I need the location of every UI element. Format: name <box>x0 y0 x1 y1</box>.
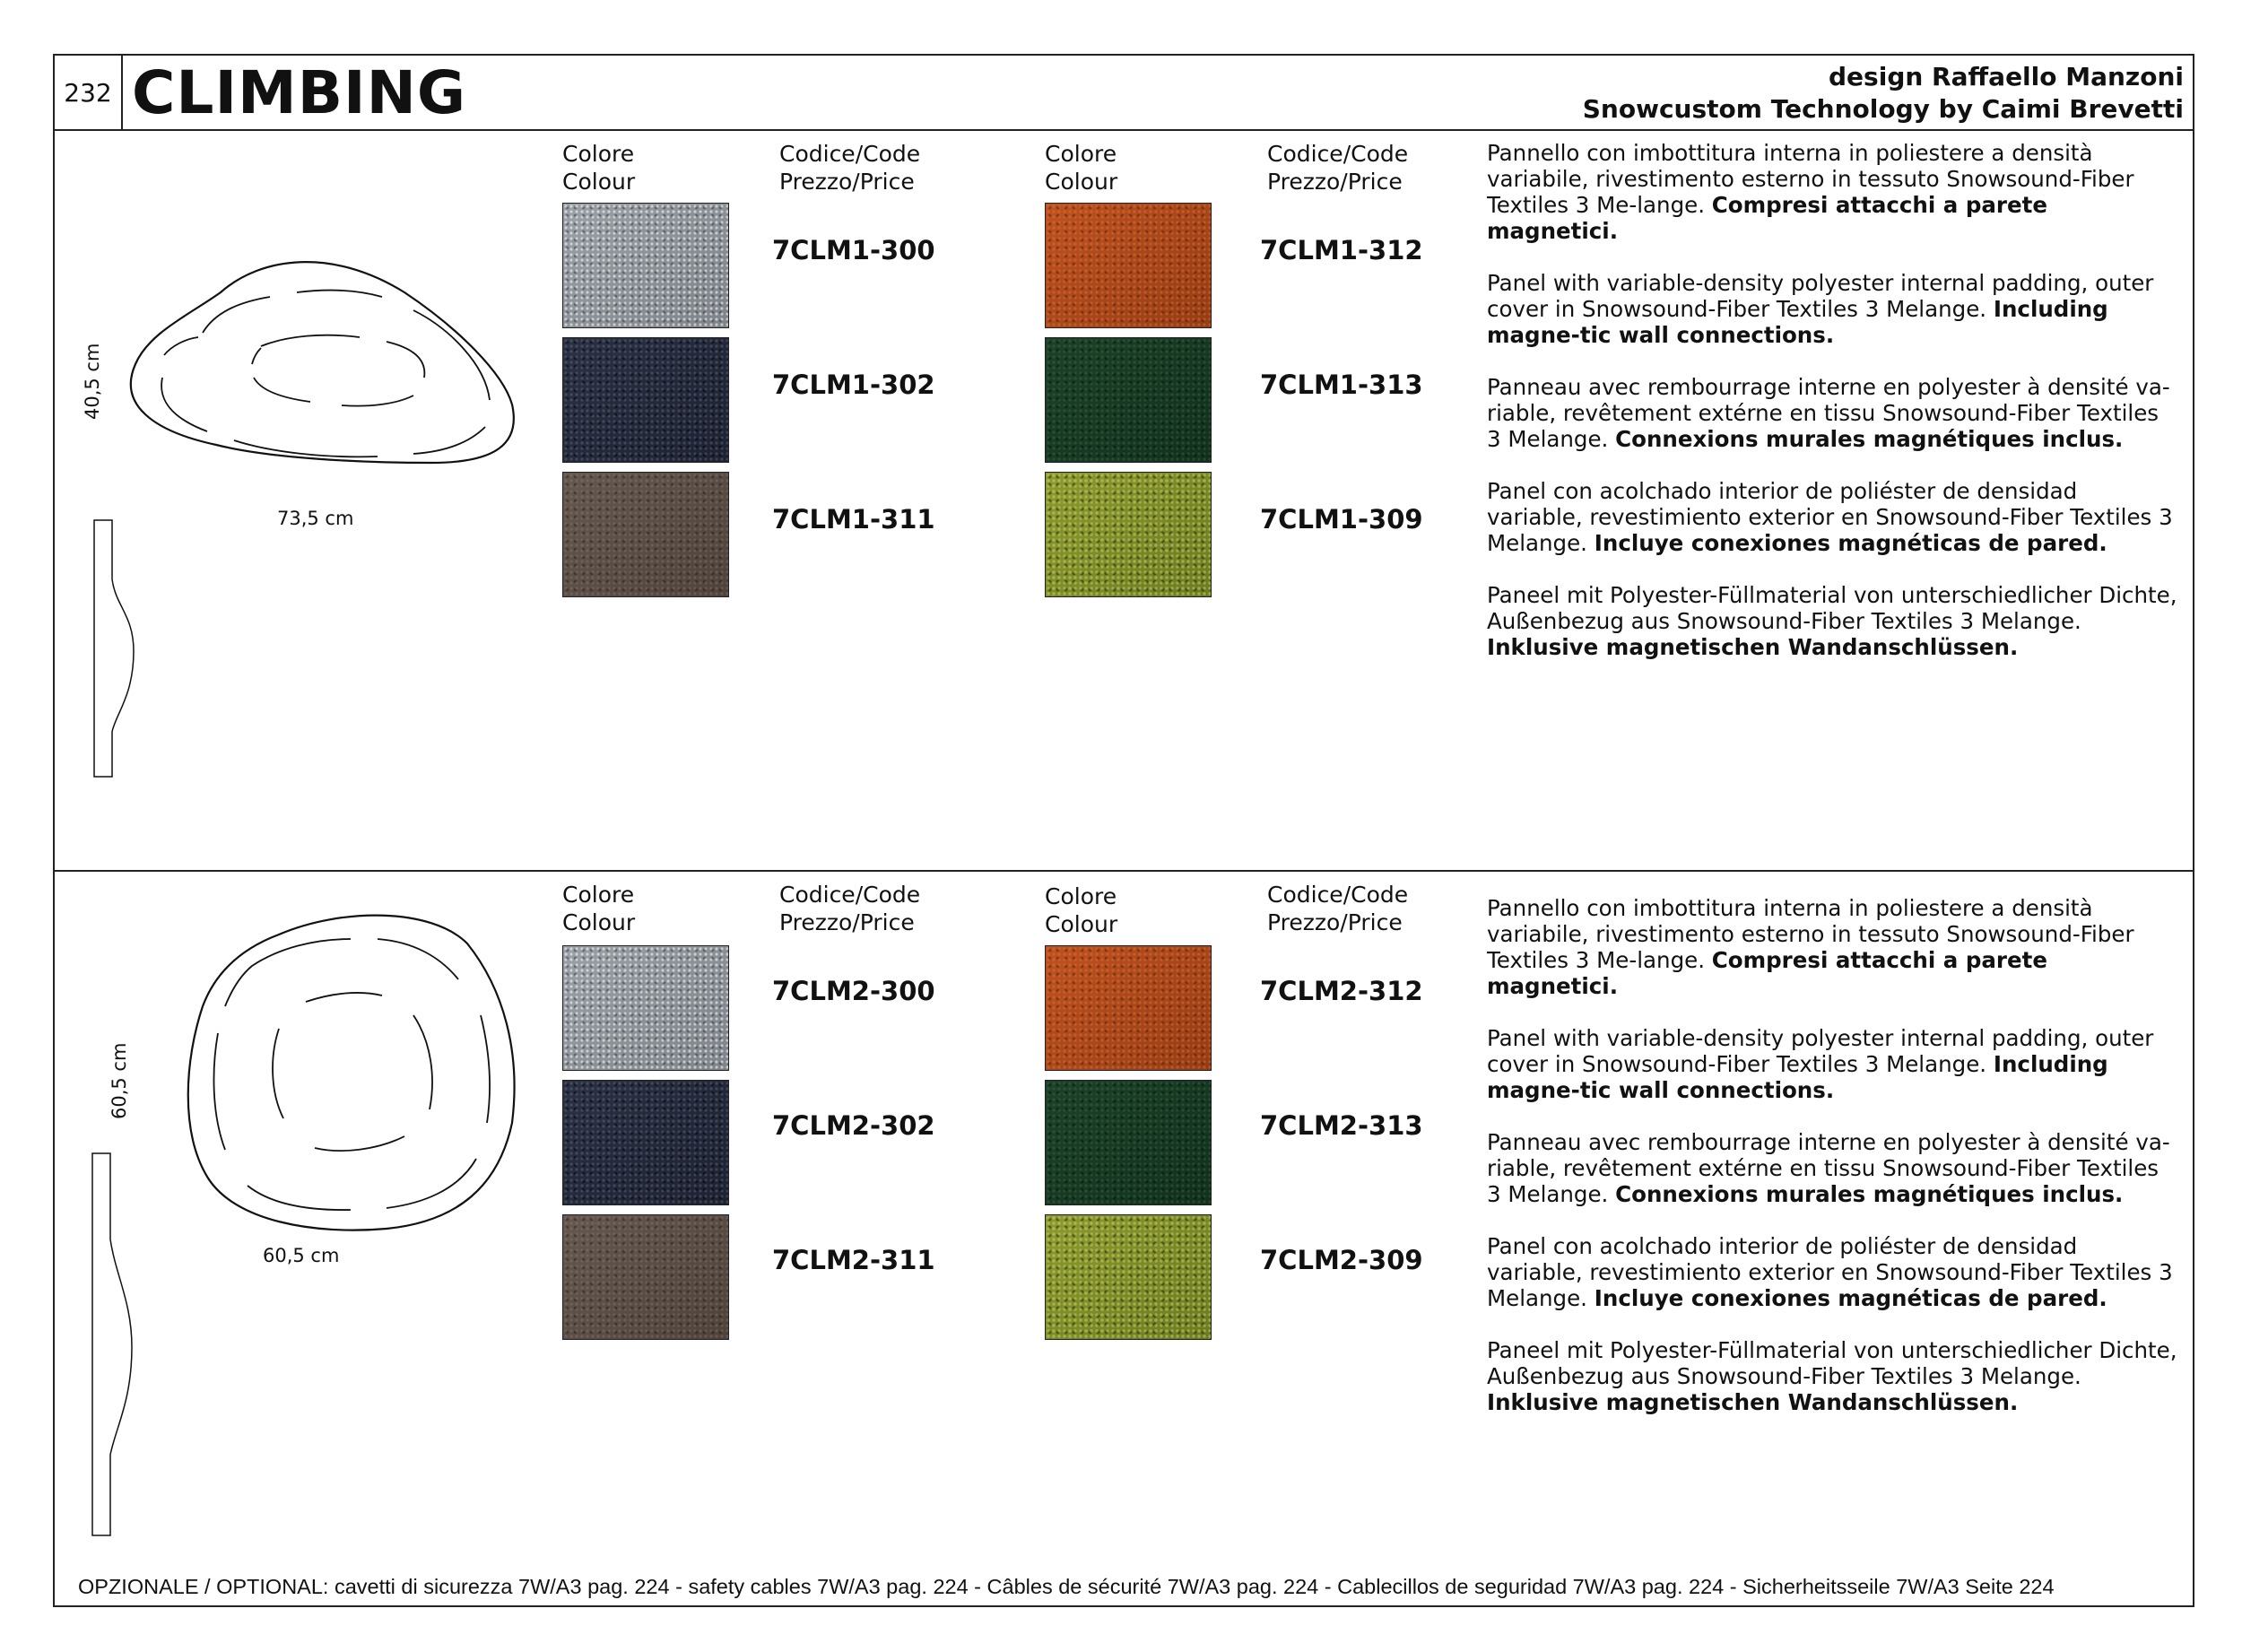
page-number: 232 <box>55 56 123 129</box>
clm2-side-profile <box>89 1150 143 1544</box>
page-header <box>55 56 2193 131</box>
swatch-brown <box>562 1214 729 1340</box>
description-it: Pannello con imbottitura interna in poliestere a densità variabile, rivestimento esterno in tessuto Snowsound-Fiber Textiles 3 Me-lange. Compresi attacchi a parete magnetici. <box>1487 895 2134 999</box>
colour-label-en: Colour <box>1045 169 1118 195</box>
technology-credit: Snowcustom Technology by Caimi Brevetti <box>1582 94 2184 124</box>
credits <box>1583 61 2184 126</box>
description-en: Panel with variable-density polyester internal padding, outer cover in Snowsound-Fiber Textiles 3 Melange. Including magne-tic wall connections. <box>1487 270 2154 348</box>
swatch-green <box>1045 1080 1212 1205</box>
colour-header-left <box>562 140 635 196</box>
code-header-right <box>1267 140 1408 196</box>
clm1-front-drawing <box>109 239 593 508</box>
code-label: Codice/Code <box>779 882 921 908</box>
code-header-left <box>779 881 920 936</box>
swatch-navy <box>562 337 729 463</box>
colour-header-right <box>1045 140 1117 196</box>
product-description <box>1487 140 2177 686</box>
code-label: Codice/Code <box>779 141 921 167</box>
code-label: Codice/Code <box>1267 882 1409 908</box>
description-de: Paneel mit Polyester-Füllmaterial von unterschiedlicher Dichte, Außenbezug aus Snowsound-Fiber Textiles 3 Melange. Inklusive magnetischen Wandanschlüssen. <box>1487 1337 2177 1415</box>
description-en: Panel with variable-density polyester internal padding, outer cover in Snowsound-Fiber Textiles 3 Melange. Including magne-tic wall connections. <box>1487 1025 2154 1103</box>
swatch-orange <box>1045 203 1212 328</box>
product-code: 7CLM1-302 <box>772 370 935 400</box>
code-header-left <box>779 140 920 196</box>
product-title: CLIMBING <box>132 58 466 127</box>
product-section-clm1 <box>55 131 2193 872</box>
product-code: 7CLM1-313 <box>1260 370 1423 400</box>
clm2-height-label: 60,5 cm <box>109 1042 130 1119</box>
clm1-height-label: 40,5 cm <box>82 343 103 420</box>
colour-header-right <box>1045 883 1117 938</box>
swatch-orange <box>1045 945 1212 1071</box>
optional-accessories-footer: OPZIONALE / OPTIONAL: cavetti di sicurezza 7W/A3 pag. 224 - safety cables 7W/A3 pag. 224 - Câbles de sécurité 7W/A3 pag. 224 - Cablecillos de seguridad 7W/A3 pag. 224 - Sicherheitsseile 7W/A3 Seite 224 <box>78 1575 2055 1598</box>
catalog-page-frame <box>53 54 2194 1607</box>
colour-label-it: Colore <box>1045 883 1117 909</box>
colour-label-it: Colore <box>562 882 635 908</box>
product-code: 7CLM2-309 <box>1260 1245 1423 1275</box>
product-code: 7CLM1-312 <box>1260 235 1423 265</box>
designer-credit: design Raffaello Manzoni <box>1829 62 2184 91</box>
colour-label-en: Colour <box>1045 911 1118 937</box>
swatch-grey <box>562 945 729 1071</box>
price-label: Prezzo/Price <box>1267 909 1403 935</box>
price-label: Prezzo/Price <box>779 909 915 935</box>
product-code: 7CLM2-312 <box>1260 976 1423 1006</box>
product-section-clm2 <box>55 872 2193 1607</box>
swatch-lime <box>1045 1214 1212 1340</box>
swatch-lime <box>1045 472 1212 597</box>
product-code: 7CLM1-309 <box>1260 504 1423 535</box>
description-it: Pannello con imbottitura interna in poliestere a densità variabile, rivestimento esterno in tessuto Snowsound-Fiber Textiles 3 Me-lange. Compresi attacchi a parete magnetici. <box>1487 140 2134 244</box>
product-code: 7CLM2-311 <box>772 1245 935 1275</box>
swatch-navy <box>562 1080 729 1205</box>
clm1-width-label: 73,5 cm <box>277 508 354 529</box>
description-de: Paneel mit Polyester-Füllmaterial von unterschiedlicher Dichte, Außenbezug aus Snowsound-Fiber Textiles 3 Melange. Inklusive magnetischen Wandanschlüssen. <box>1487 582 2177 660</box>
description-fr: Panneau avec rembourrage interne en polyester à densité va-riable, revêtement extérne en tissu Snowsound-Fiber Textiles 3 Melange. Connexions murales magnétiques inclus. <box>1487 374 2170 452</box>
description-es: Panel con acolchado interior de poliéster de densidad variable, revestimiento exterior en Snowsound-Fiber Textiles 3 Melange. Incluye conexiones magnéticas de pared. <box>1487 1233 2173 1311</box>
clm2-front-drawing <box>135 890 566 1248</box>
swatch-grey <box>562 203 729 328</box>
product-code: 7CLM1-300 <box>772 235 935 265</box>
price-label: Prezzo/Price <box>1267 169 1403 195</box>
product-code: 7CLM2-313 <box>1260 1110 1423 1141</box>
swatch-green <box>1045 337 1212 463</box>
clm2-width-label: 60,5 cm <box>263 1245 340 1266</box>
colour-label-it: Colore <box>1045 141 1117 167</box>
colour-label-en: Colour <box>562 169 636 195</box>
product-description <box>1487 895 2177 1441</box>
colour-label-it: Colore <box>562 141 635 167</box>
code-label: Codice/Code <box>1267 141 1409 167</box>
product-code: 7CLM2-302 <box>772 1110 935 1141</box>
product-code: 7CLM2-300 <box>772 976 935 1006</box>
clm1-side-profile <box>89 517 143 786</box>
description-fr: Panneau avec rembourrage interne en polyester à densité va-riable, revêtement extérne en tissu Snowsound-Fiber Textiles 3 Melange. Connexions murales magnétiques inclus. <box>1487 1129 2170 1207</box>
product-code: 7CLM1-311 <box>772 504 935 535</box>
code-header-right <box>1267 881 1408 936</box>
colour-header-left <box>562 881 635 936</box>
swatch-brown <box>562 472 729 597</box>
description-es: Panel con acolchado interior de poliéster de densidad variable, revestimiento exterior en Snowsound-Fiber Textiles 3 Melange. Incluye conexiones magnéticas de pared. <box>1487 478 2173 556</box>
colour-label-en: Colour <box>562 909 636 935</box>
price-label: Prezzo/Price <box>779 169 915 195</box>
